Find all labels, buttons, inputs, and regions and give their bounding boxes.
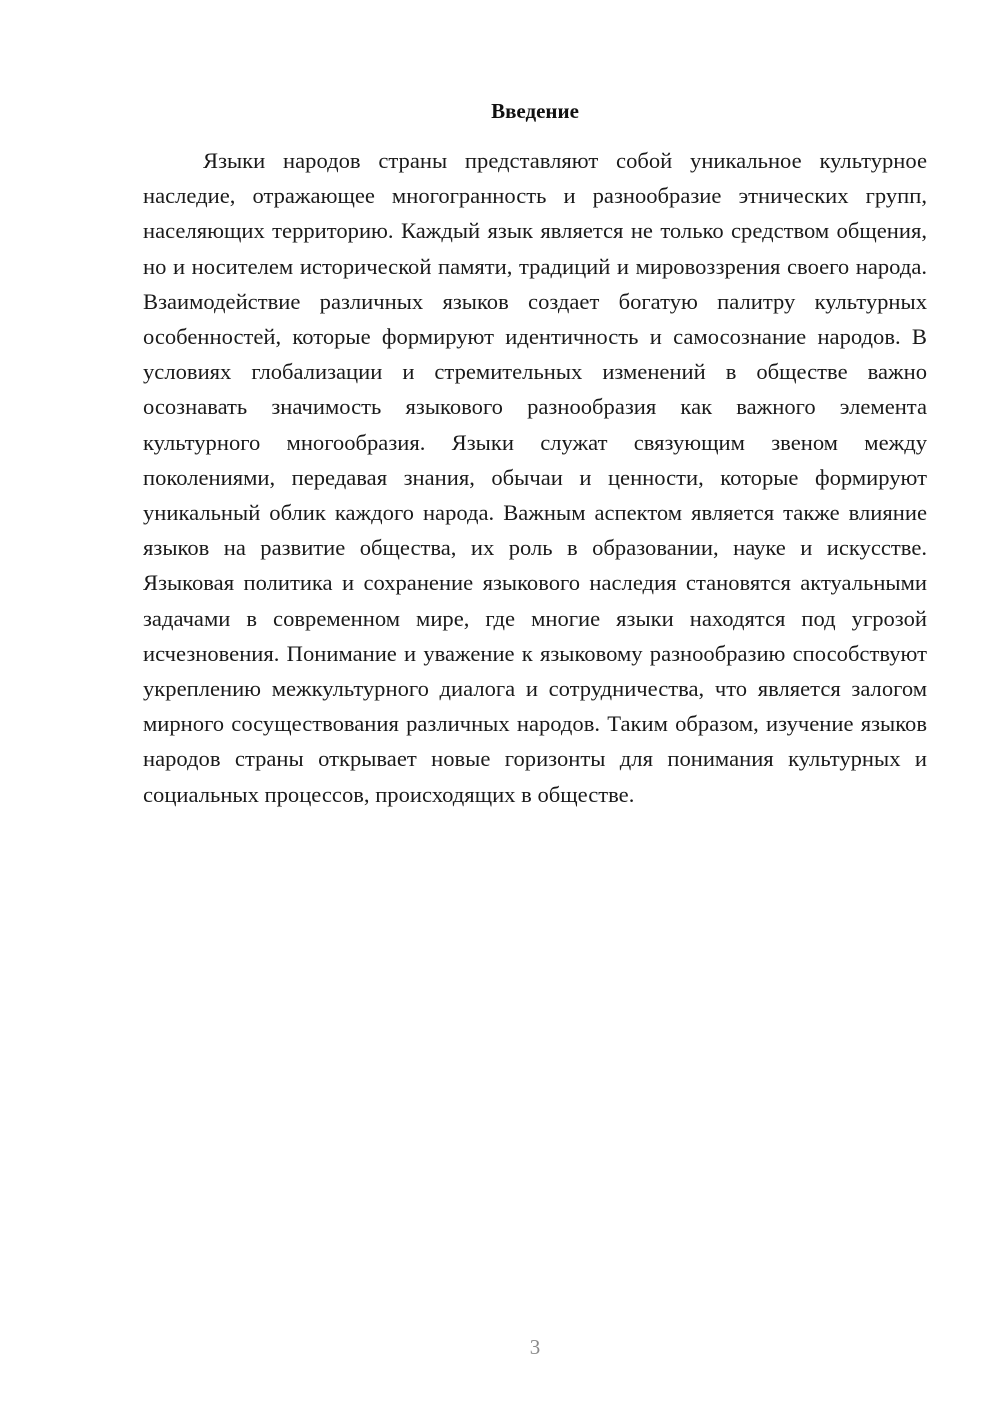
page-number: 3 bbox=[529, 1335, 541, 1359]
body-paragraph: Языки народов страны представляют собой уникальное культурное наследие, отражающее многогранность и разнообразие этнических групп, населяющих территорию. Каждый язык является не только средством общения, но и носителем исторической памяти, традиций и мировоззрения своего народа. Взаимодействие различных языков создает богатую палитру культурных особенностей, которые формируют идентичность и самосознание народов. В условиях глобализации и стремительных изменений в обществе важно осознавать значимость языкового разнообразия как важного элемента культурного многообразия. Языки служат связующим звеном между поколениями, передавая знания, обычаи и ценности, которые формируют уникальный облик каждого народа. Важным аспектом является также влияние языков на развитие общества, их роль в образовании, науке и искусстве. Языковая политика и сохранение языкового наследия становятся актуальными задачами в современном мире, где многие языки находятся под угрозой исчезновения. Понимание и уважение к языковому разнообразию способствуют укреплению межкультурного диалога и сотрудничества, что является залогом мирного сосуществования различных народов. Таким образом, изучение языков народов страны открывает новые горизонты для понимания культурных и социальных процессов, происходящих в обществе. bbox=[143, 148, 927, 807]
section-heading: Введение bbox=[491, 99, 579, 123]
